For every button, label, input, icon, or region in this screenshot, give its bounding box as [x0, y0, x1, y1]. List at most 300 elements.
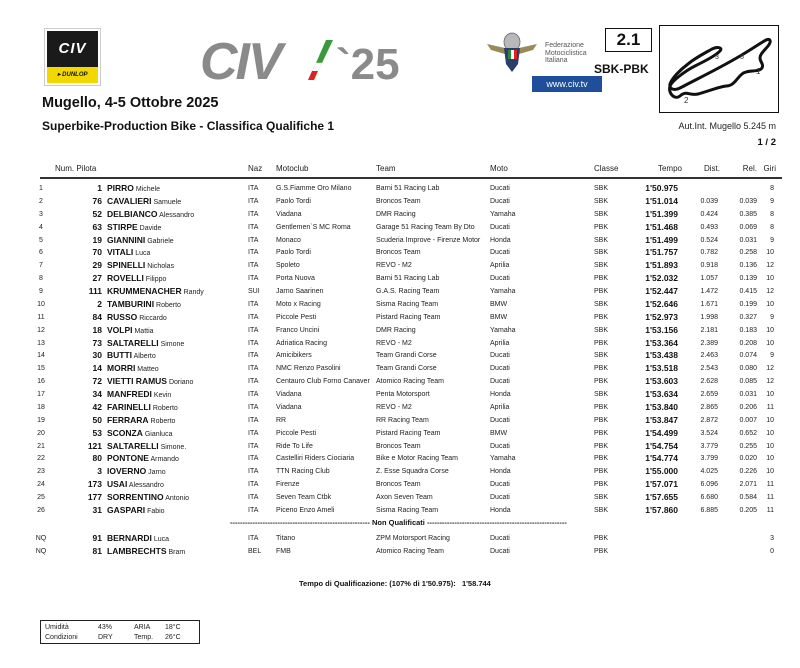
gap-to-leader: 2.543 [700, 365, 718, 373]
rider-first-name: Alessandro [159, 211, 195, 219]
motoclub: Piccole Pesti [276, 429, 317, 437]
team: RR Racing Team [376, 416, 429, 424]
motorcycle: Ducati [490, 494, 510, 502]
rider-name [107, 375, 193, 389]
motorcycle: Ducati [490, 352, 510, 360]
position: 12 [37, 326, 45, 334]
rider-surname: SPINELLI [107, 260, 146, 271]
civ-badge-text: CIV [47, 31, 98, 67]
laps: 12 [766, 288, 774, 296]
gap-to-leader: 2.463 [700, 352, 718, 360]
position: NQ [35, 548, 47, 555]
team: G.A.S. Racing Team [376, 288, 440, 296]
year-text: `25 [336, 40, 400, 85]
motorcycle: BMW [490, 313, 508, 321]
civ-logo-text: CIV [200, 35, 281, 85]
fmi-name-line: Motociclistica [545, 49, 587, 57]
motorcycle: Yamaha [490, 210, 516, 218]
non-qualified-separator: -------------------------------------------------------- Non Qualificati -------------------------------------------------------- [230, 518, 567, 527]
rider-number: 53 [92, 427, 102, 438]
rider-number: 73 [92, 337, 102, 348]
civ-url-link[interactable]: www.civ.tv [532, 76, 602, 92]
class: PBK [594, 455, 609, 463]
team: Barni 51 Racing Lab [376, 185, 440, 192]
team: Team Grandi Corse [376, 352, 437, 360]
rider-number: 34 [92, 389, 102, 400]
rider-number: 50 [92, 414, 102, 425]
flag-green-stripe [316, 40, 333, 63]
table-row [0, 375, 800, 388]
rider-number: 29 [92, 260, 102, 271]
class: SBK [594, 197, 609, 205]
rider-number: 111 [88, 286, 102, 297]
session-title: Superbike-Production Bike - Classifica Qualifiche 1 [42, 119, 335, 133]
nationality: ITA [248, 416, 259, 424]
motoclub: NMC Renzo Pasolini [276, 365, 341, 373]
col-header-naz: Naz [248, 164, 263, 173]
nationality: ITA [248, 494, 259, 502]
motoclub: Franco Uncini [276, 326, 320, 334]
col-header-classe: Classe [594, 164, 619, 173]
gap-to-leader: 2.865 [700, 403, 718, 411]
nationality: ITA [248, 185, 259, 192]
table-row [0, 298, 800, 311]
team: REVO - M2 [376, 339, 412, 347]
gap-to-leader: 2.628 [700, 378, 718, 386]
gap-to-leader: 0.918 [700, 262, 718, 270]
position: 19 [37, 416, 45, 424]
motorcycle: Yamaha [490, 455, 516, 463]
table-row [0, 532, 800, 545]
position: 4 [39, 223, 43, 231]
team: DMR Racing [376, 326, 416, 334]
team: REVO - M2 [376, 262, 412, 270]
motoclub: Paolo Tordi [276, 197, 311, 205]
rider-surname: IOVERNO [107, 466, 147, 477]
rider-first-name: Kevin [153, 392, 172, 400]
page-number: 1 / 2 [757, 137, 776, 148]
position: 5 [39, 236, 43, 244]
gap-to-leader: 4.025 [700, 468, 718, 476]
team: Broncos Team [376, 442, 421, 450]
gap-to-previous: 0.074 [739, 352, 757, 360]
rider-number: 173 [87, 479, 102, 490]
motoclub: G.S.Fiamme Oro Milano [276, 185, 352, 192]
team: Pistard Racing Team [376, 429, 441, 437]
rider-surname: SALTARELLI [107, 440, 159, 451]
rider-surname: USAI [107, 479, 128, 490]
col-header-moto: Moto [490, 164, 508, 173]
col-header-rel: Rel. [742, 164, 757, 173]
motoclub: Viadana [276, 210, 302, 218]
team: REVO - M2 [376, 403, 412, 411]
class: SBK [594, 262, 609, 270]
class: PBK [594, 339, 609, 347]
gap-to-previous: 0.415 [739, 288, 757, 296]
gap-to-previous: 0.199 [739, 300, 757, 308]
rider-first-name: Gabriele [147, 237, 174, 245]
laps: 12 [766, 365, 774, 373]
motorcycle: Ducati [490, 365, 510, 373]
class: PBK [594, 288, 609, 296]
rider-surname: CAVALIERI [107, 195, 152, 206]
lap-time: 1'51.468 [645, 221, 678, 232]
corner-label: 3 [715, 54, 719, 61]
gap-to-leader: 2.181 [700, 326, 718, 334]
motoclub: Piceno Enzo Ameli [276, 507, 335, 514]
motoclub: Ride To Life [276, 442, 313, 450]
position: 11 [37, 313, 45, 321]
motorcycle: Aprilia [490, 339, 510, 347]
fmi-flag-red [514, 50, 517, 59]
rider-name [107, 337, 184, 351]
position: 17 [37, 391, 45, 399]
nationality: ITA [248, 507, 259, 514]
fmi-flag-green [508, 50, 511, 59]
lap-time: 1'57.655 [645, 492, 678, 503]
table-row [0, 504, 800, 517]
rider-number: 52 [92, 208, 102, 219]
rider-surname: STIRPE [107, 221, 138, 232]
laps: 8 [770, 210, 774, 218]
position: 6 [39, 249, 43, 257]
gap-to-leader: 2.659 [700, 391, 718, 399]
rider-number: 1 [97, 183, 102, 193]
class: PBK [594, 223, 609, 231]
team: Z. Esse Squadra Corse [376, 468, 449, 476]
rider-surname: SORRENTINO [107, 492, 164, 503]
position: 8 [39, 275, 43, 283]
gap-to-leader: 1.671 [700, 300, 718, 308]
laps: 10 [766, 468, 774, 476]
rider-surname: FERRARA [107, 414, 149, 425]
gap-to-previous: 0.226 [739, 468, 757, 476]
table-row [0, 491, 800, 504]
motorcycle: Ducati [490, 548, 510, 555]
rider-surname: MORRI [107, 363, 136, 374]
rider-first-name: Simone [160, 340, 185, 348]
table-row [0, 440, 800, 453]
motoclub: Gentlemen`S MC Roma [276, 223, 351, 231]
nationality: ITA [248, 223, 259, 231]
motorcycle: Ducati [490, 223, 510, 231]
gap-to-previous: 2.071 [739, 481, 757, 489]
motoclub: RR [276, 416, 287, 424]
weather-box [40, 620, 200, 644]
laps: 12 [766, 378, 774, 386]
corner-label: 2 [684, 96, 689, 105]
laps: 10 [766, 429, 774, 437]
gap-to-previous: 0.652 [739, 429, 757, 437]
laps: 9 [770, 236, 774, 244]
motoclub: Jarno Saarinen [276, 288, 324, 296]
gap-to-previous: 0.255 [739, 442, 757, 450]
track-outline [660, 26, 777, 111]
nationality: ITA [248, 455, 259, 463]
rider-surname: MANFREDI [107, 389, 152, 400]
laps: 10 [766, 416, 774, 424]
gap-to-previous: 0.258 [739, 249, 757, 257]
rider-first-name: Bram [168, 549, 186, 556]
laps: 12 [766, 262, 774, 270]
class: SBK [594, 300, 609, 308]
lap-time: 1'54.774 [645, 453, 678, 464]
rider-surname: BUTTI [107, 350, 133, 361]
laps: 9 [770, 197, 774, 205]
conditions-value: DRY [98, 634, 113, 641]
rider-surname: VOLPI [107, 324, 133, 335]
table-row [0, 388, 800, 401]
class: PBK [594, 403, 609, 411]
corner-label: 1 [756, 67, 761, 76]
rider-first-name: Davide [139, 224, 162, 232]
class: SBK [594, 249, 609, 257]
gap-to-previous: 0.039 [739, 197, 757, 205]
gap-to-previous: 0.206 [739, 403, 757, 411]
flag-red-stripe [308, 71, 318, 80]
team: Garage 51 Racing Team By Dto [376, 223, 475, 231]
rider-surname: LAMBRECHTS [107, 546, 167, 556]
lap-time: 1'52.646 [645, 298, 678, 309]
laps: 10 [766, 391, 774, 399]
rider-surname: FARINELLI [107, 401, 151, 412]
class: SBK [594, 352, 609, 360]
lap-time: 1'57.860 [645, 505, 678, 515]
class: PBK [594, 468, 609, 476]
rider-number: 31 [92, 505, 102, 515]
rider-name [107, 504, 165, 518]
nationality: ITA [248, 313, 259, 321]
motorcycle: Ducati [490, 275, 510, 283]
gap-to-previous: 0.327 [739, 313, 757, 321]
rider-surname: KRUMMENACHER [107, 286, 182, 297]
table-row [0, 452, 800, 465]
rider-number: 177 [87, 492, 102, 503]
lap-time: 1'53.603 [645, 376, 678, 387]
rider-surname: PIRRO [107, 183, 134, 193]
position: 21 [37, 442, 45, 450]
fmi-logo [487, 30, 537, 75]
class: SBK [594, 391, 609, 399]
conditions-label: Condizioni [45, 634, 78, 641]
lap-time: 1'57.071 [645, 479, 678, 490]
motorcycle: Aprilia [490, 262, 510, 270]
gap-to-leader: 3.779 [700, 442, 718, 450]
gap-to-previous: 0.385 [739, 210, 757, 218]
motoclub: Castelliri Riders Ciociaria [276, 455, 355, 463]
nationality: BEL [248, 548, 262, 555]
gap-to-leader: 0.493 [700, 223, 718, 231]
nationality: ITA [248, 442, 259, 450]
rider-number: 84 [92, 311, 102, 322]
position: 25 [37, 494, 45, 502]
rider-first-name: Roberto [150, 417, 176, 425]
laps: 3 [770, 535, 774, 542]
rider-name [107, 532, 169, 546]
laps: 10 [766, 275, 774, 283]
position: 3 [39, 210, 43, 218]
rider-first-name: Roberto [152, 404, 178, 412]
team: Barni 51 Racing Lab [376, 275, 440, 283]
motoclub: TTN Racing Club [276, 468, 330, 476]
motorcycle: Honda [490, 468, 511, 476]
civ-25-logo [200, 35, 400, 85]
nationality: ITA [248, 275, 259, 283]
track-map [659, 25, 779, 113]
position: 2 [39, 197, 43, 205]
rider-surname: PONTONE [107, 453, 149, 464]
motorcycle: Ducati [490, 535, 510, 542]
motorcycle: BMW [490, 429, 508, 437]
nationality: ITA [248, 197, 259, 205]
rider-number: 27 [92, 273, 102, 284]
gap-to-previous: 0.183 [739, 326, 757, 334]
rider-surname: TAMBURINI [107, 298, 155, 309]
rider-first-name: Simone. [160, 443, 187, 451]
air-value: 18°C [165, 624, 181, 631]
table-row [0, 246, 800, 259]
table-row [0, 478, 800, 491]
team: Sisma Racing Team [376, 507, 439, 514]
nationality: ITA [248, 481, 259, 489]
nationality: SUI [248, 288, 260, 296]
rider-first-name: Antonio [165, 495, 189, 503]
motoclub: Seven Team Ctbk [276, 494, 332, 502]
rider-first-name: Gianluca [144, 430, 173, 438]
motoclub: Viadana [276, 403, 302, 411]
position: 26 [37, 507, 45, 514]
team: ZPM Motorsport Racing [376, 535, 450, 542]
gap-to-previous: 0.136 [739, 262, 757, 270]
class: SBK [594, 210, 609, 218]
table-row [0, 324, 800, 337]
rider-surname: SALTARELLI [107, 337, 159, 348]
rider-number: 14 [92, 363, 102, 374]
nationality: ITA [248, 365, 259, 373]
fmi-flag-white [511, 50, 514, 59]
rider-number: 63 [92, 221, 102, 232]
gap-to-previous: 0.031 [739, 391, 757, 399]
class: PBK [594, 313, 609, 321]
rider-first-name: Armando [150, 456, 179, 464]
rider-number: 72 [92, 376, 102, 387]
rider-first-name: Alberto [133, 353, 156, 361]
table-row [0, 337, 800, 350]
team: Team Grandi Corse [376, 365, 437, 373]
motorcycle: Ducati [490, 185, 510, 192]
position: 18 [37, 403, 45, 411]
corner-label: 5 [740, 54, 744, 61]
rider-number: 18 [92, 324, 102, 335]
event-title: Mugello, 4-5 Ottobre 2025 [42, 95, 219, 111]
team: Bike e Motor Racing Team [376, 455, 458, 463]
motorcycle: Honda [490, 391, 511, 399]
motoclub: Amicibikers [276, 352, 312, 360]
nationality: ITA [248, 300, 259, 308]
rider-name [107, 221, 161, 235]
gap-to-leader: 1.998 [700, 313, 718, 321]
rider-first-name: Nicholas [147, 263, 175, 271]
motoclub: Viadana [276, 391, 302, 399]
lap-time: 1'53.847 [645, 414, 678, 425]
class: PBK [594, 416, 609, 424]
position: 14 [37, 352, 45, 360]
position: 7 [39, 262, 43, 270]
gap-to-leader: 0.782 [700, 249, 718, 257]
position: 24 [37, 481, 45, 489]
rider-number: 76 [92, 195, 102, 206]
table-row [0, 427, 800, 440]
table-row [0, 259, 800, 272]
rider-first-name: Alessandro [128, 482, 164, 490]
rider-first-name: Fabio [147, 508, 165, 515]
rider-surname: VIETTI RAMUS [107, 376, 167, 387]
rider-first-name: Doriano [168, 379, 194, 387]
lap-time: 1'53.364 [645, 337, 678, 348]
lap-time: 1'51.014 [645, 195, 678, 206]
motorcycle: BMW [490, 300, 508, 308]
class: PBK [594, 442, 609, 450]
laps: 11 [766, 481, 774, 489]
table-row [0, 311, 800, 324]
motoclub: Piccole Pesti [276, 313, 317, 321]
lap-time: 1'51.757 [645, 247, 678, 258]
nationality: ITA [248, 210, 259, 218]
lap-time: 1'53.156 [645, 324, 678, 335]
nationality: ITA [248, 468, 259, 476]
team: Penta Motorsport [376, 391, 430, 399]
lap-time: 1'54.754 [645, 440, 678, 451]
nationality: ITA [248, 391, 259, 399]
table-row [0, 545, 800, 558]
class: SBK [594, 236, 609, 244]
table-row [0, 414, 800, 427]
team: Broncos Team [376, 481, 421, 489]
rider-surname: GASPARI [107, 505, 146, 515]
laps: 8 [770, 185, 774, 192]
lap-time: 1'51.399 [645, 208, 678, 219]
rider-first-name: Mattia [134, 327, 154, 335]
gap-to-leader: 2.389 [700, 339, 718, 347]
rider-surname: BERNARDI [107, 533, 152, 543]
lap-time: 1'50.975 [645, 183, 678, 193]
laps: 11 [766, 507, 774, 514]
temp-label: Temp. [134, 634, 154, 641]
team: Axon Seven Team [376, 494, 433, 502]
table-row [0, 182, 800, 195]
flag-white-stripe [312, 63, 322, 71]
position: 9 [39, 288, 43, 296]
rider-number: 42 [92, 401, 102, 412]
nationality: ITA [248, 403, 259, 411]
table-row [0, 195, 800, 208]
class: SBK [594, 185, 609, 192]
gap-to-leader: 1.472 [700, 288, 718, 296]
rider-first-name: Matteo [137, 366, 159, 374]
rider-surname: DELBIANCO [107, 208, 158, 219]
motorcycle: Yamaha [490, 326, 516, 334]
class: PBK [594, 535, 609, 542]
rider-number: 121 [87, 440, 102, 451]
motorcycle: Ducati [490, 442, 510, 450]
position: 22 [37, 455, 45, 463]
rider-first-name: Roberto [156, 301, 181, 309]
track-length: Aut.Int. Mugello 5.245 m [678, 121, 776, 131]
gap-to-leader: 2.872 [700, 416, 718, 424]
dunlop-logo: ▸ DUNLOP [47, 67, 98, 83]
laps: 11 [766, 403, 774, 411]
rider-name [107, 491, 189, 505]
